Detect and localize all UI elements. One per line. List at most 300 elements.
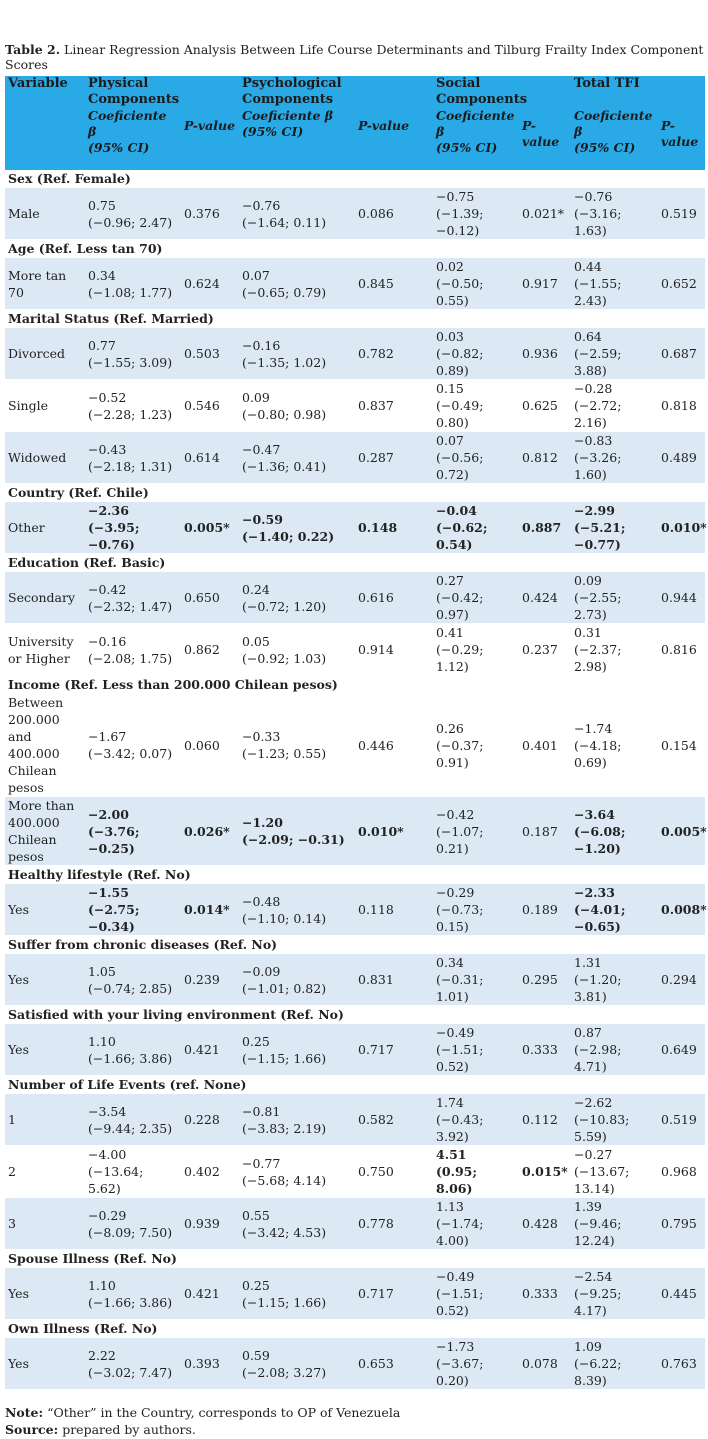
ci-value: (−1.66; 3.86): [88, 1050, 173, 1066]
coef-value: −2.54: [574, 1269, 613, 1284]
coef-value: 0.25: [242, 1033, 270, 1049]
pvalue-cell: 0.021*: [519, 188, 571, 240]
pvalue-cell: 0.446: [355, 694, 433, 797]
coef-value: −3.64: [574, 806, 615, 822]
ci-value: (−3.67; 0.20): [436, 1356, 484, 1388]
coef-value: 0.07: [242, 267, 270, 283]
coef-value: 0.24: [242, 581, 270, 597]
header-coef-label: Coeficiente β: [436, 108, 515, 139]
ci-value: (−2.75; −0.34): [88, 902, 140, 934]
ci-value: (−0.50; 0.55): [436, 276, 484, 308]
pvalue-cell: 0.503: [181, 328, 239, 380]
ci-value: (−3.95; −0.76): [88, 520, 140, 552]
table-body: [5, 170, 705, 1390]
coef-value: 1.09: [574, 1339, 602, 1354]
coef-value: 0.44: [574, 259, 602, 274]
ci-value: (−0.74; 2.85): [88, 980, 173, 996]
header-coef: [239, 108, 355, 170]
header-psychological: Psychological Components: [239, 76, 433, 108]
header-physical: Physical Components: [85, 76, 239, 108]
coef-value: 1.13: [436, 1199, 464, 1214]
coef-cell: [85, 797, 181, 866]
table-row: [5, 1338, 705, 1390]
pvalue-cell: 0.401: [519, 694, 571, 797]
coef-cell: [571, 797, 658, 866]
ci-value: (−6.08; −1.20): [574, 823, 626, 856]
header-coef-label: Coeficiente β: [574, 108, 653, 139]
coef-value: −0.76: [242, 197, 281, 213]
coef-cell: [433, 188, 519, 240]
coef-cell: [239, 572, 355, 624]
coef-cell: [571, 188, 658, 240]
regression-table: [5, 76, 705, 1390]
coef-value: −0.42: [436, 806, 475, 822]
pvalue-cell: 0.653: [355, 1338, 433, 1390]
row-label: Yes: [5, 954, 85, 1006]
pvalue-cell: 0.845: [355, 258, 433, 310]
pvalue-cell: 0.333: [519, 1024, 571, 1076]
caption-label: Table 2.: [5, 42, 61, 57]
ci-value: (−2.09; −0.31): [242, 832, 345, 847]
pvalue-cell: 0.428: [519, 1198, 571, 1250]
row-label: University or Higher: [5, 624, 85, 676]
coef-value: 0.87: [574, 1025, 602, 1040]
coef-cell: [239, 1094, 355, 1146]
coef-value: 0.64: [574, 329, 602, 344]
pvalue-cell: 0.887: [519, 502, 571, 554]
coef-value: −0.81: [242, 1103, 281, 1119]
row-label: Yes: [5, 1024, 85, 1076]
caption-text: Linear Regression Analysis Between Life Course Determinants and Tilburg Frailty Index Component Scores: [5, 42, 704, 72]
ci-value: (−1.55; 2.43): [574, 276, 622, 308]
pvalue-cell: 0.295: [519, 954, 571, 1006]
header-ci-label: (95% CI): [242, 124, 304, 139]
pvalue-cell: 0.968: [658, 1146, 705, 1198]
ci-value: (−3.83; 2.19): [242, 1120, 327, 1136]
row-label: Between 200.000 and 400.000 Chilean pesos: [5, 694, 85, 797]
coef-value: −0.49: [436, 1025, 475, 1040]
coef-cell: [433, 1198, 519, 1250]
ci-value: (−10.83; 5.59): [574, 1112, 630, 1144]
ci-value: (−3.26; 1.60): [574, 450, 622, 482]
coef-value: −0.77: [242, 1155, 281, 1171]
coef-value: −0.29: [88, 1207, 127, 1223]
coef-value: 0.34: [88, 267, 116, 283]
coef-value: 0.31: [574, 625, 602, 640]
coef-value: −0.52: [88, 389, 127, 405]
coef-cell: [85, 624, 181, 676]
coef-cell: [239, 502, 355, 554]
coef-cell: [433, 797, 519, 866]
group-title: Own Illness (Ref. No): [5, 1320, 705, 1338]
ci-value: (−1.51; 0.52): [436, 1042, 484, 1074]
header-social: Social Components: [433, 76, 571, 108]
coef-value: −0.59: [242, 511, 283, 527]
coef-cell: [571, 328, 658, 380]
coef-cell: [433, 328, 519, 380]
ci-value: (−0.43; 3.92): [436, 1112, 484, 1144]
pvalue-cell: 0.546: [181, 380, 239, 432]
ci-value: (−1.35; 1.02): [242, 354, 327, 370]
pvalue-cell: 0.917: [519, 258, 571, 310]
coef-cell: [85, 884, 181, 936]
pvalue-cell: 0.782: [355, 328, 433, 380]
coef-cell: [85, 258, 181, 310]
header-ci-label: (95% CI): [88, 140, 150, 155]
ci-value: (−2.37; 2.98): [574, 642, 622, 674]
coef-value: 0.25: [242, 1277, 270, 1293]
ci-value: (−3.42; 4.53): [242, 1224, 327, 1240]
coef-cell: [85, 1338, 181, 1390]
pvalue-cell: 0.014*: [181, 884, 239, 936]
pvalue-cell: 0.816: [658, 624, 705, 676]
table-caption: [5, 42, 705, 72]
ci-value: (−1.23; 0.55): [242, 746, 327, 761]
ci-value: (−0.29; 1.12): [436, 642, 484, 674]
group-title: Marital Status (Ref. Married): [5, 310, 705, 328]
table-row: [5, 1094, 705, 1146]
coef-value: −2.36: [88, 503, 129, 518]
ci-value: (−5.68; 4.14): [242, 1172, 327, 1188]
note-label: Note:: [5, 1405, 44, 1420]
pvalue-cell: 0.944: [658, 572, 705, 624]
table-row: [5, 1024, 705, 1076]
ci-value: (−1.20; 3.81): [574, 972, 622, 1004]
table-row: [5, 1268, 705, 1320]
ci-value: (−6.22; 8.39): [574, 1356, 622, 1388]
pvalue-cell: 0.795: [658, 1198, 705, 1250]
pvalue-cell: 0.005*: [658, 797, 705, 866]
coef-cell: [433, 502, 519, 554]
ci-value: (−4.18; 0.69): [574, 737, 622, 770]
ci-value: (−1.51; 0.52): [436, 1286, 484, 1318]
pvalue-cell: 0.914: [355, 624, 433, 676]
coef-value: 0.27: [436, 573, 464, 588]
coef-cell: [239, 694, 355, 797]
pvalue-cell: 0.616: [355, 572, 433, 624]
coef-value: −2.62: [574, 1095, 613, 1110]
pvalue-cell: 0.402: [181, 1146, 239, 1198]
row-label: Widowed: [5, 432, 85, 484]
pvalue-cell: 0.862: [181, 624, 239, 676]
ci-value: (−5.21; −0.77): [574, 520, 626, 552]
coef-cell: [571, 1338, 658, 1390]
ci-value: (−3.76; −0.25): [88, 823, 140, 856]
coef-value: −4.00: [88, 1147, 127, 1162]
pvalue-cell: 0.078: [519, 1338, 571, 1390]
coef-value: −0.27: [574, 1147, 613, 1162]
ci-value: (−0.31; 1.01): [436, 972, 484, 1004]
pvalue-cell: 0.154: [658, 694, 705, 797]
coef-cell: [433, 624, 519, 676]
ci-value: (−0.96; 2.47): [88, 214, 173, 230]
table-row: [5, 624, 705, 676]
ci-value: (−0.82; 0.89): [436, 346, 484, 378]
coef-cell: [433, 1146, 519, 1198]
coef-cell: [239, 884, 355, 936]
table-row: [5, 572, 705, 624]
pvalue-cell: 0.649: [658, 1024, 705, 1076]
pvalue-cell: 0.187: [519, 797, 571, 866]
table-row: [5, 328, 705, 380]
coef-value: −3.54: [88, 1103, 127, 1119]
ci-value: (−2.98; 4.71): [574, 1042, 622, 1074]
row-label: Yes: [5, 884, 85, 936]
row-label: More than 400.000 Chilean pesos: [5, 797, 85, 866]
table-note: [5, 1404, 400, 1438]
coef-cell: [239, 1198, 355, 1250]
pvalue-cell: 0.118: [355, 884, 433, 936]
coef-cell: [433, 258, 519, 310]
coef-cell: [571, 1024, 658, 1076]
coef-value: −0.49: [436, 1269, 475, 1284]
table-row: [5, 432, 705, 484]
ci-value: (−9.46; 12.24): [574, 1216, 622, 1248]
pvalue-cell: 0.936: [519, 328, 571, 380]
pvalue-cell: 0.687: [658, 328, 705, 380]
coef-cell: [85, 328, 181, 380]
pvalue-cell: 0.717: [355, 1024, 433, 1076]
coef-cell: [239, 1146, 355, 1198]
coef-value: −0.47: [242, 441, 281, 457]
table-row: [5, 188, 705, 240]
coef-cell: [571, 624, 658, 676]
coef-value: −0.42: [88, 581, 127, 597]
coef-value: 1.39: [574, 1199, 602, 1214]
coef-cell: [85, 502, 181, 554]
coef-value: −2.33: [574, 885, 615, 900]
ci-value: (−13.64; 5.62): [88, 1164, 144, 1196]
header-ci-label: (95% CI): [574, 140, 636, 155]
coef-cell: [433, 1338, 519, 1390]
header-coef: [433, 108, 519, 170]
header-coef: [571, 108, 658, 170]
ci-value: (−0.80; 0.98): [242, 406, 327, 422]
coef-value: −0.48: [242, 893, 281, 909]
ci-value: (−1.10; 0.14): [242, 910, 327, 926]
coef-cell: [433, 1268, 519, 1320]
row-label: Divorced: [5, 328, 85, 380]
pvalue-cell: 0.294: [658, 954, 705, 1006]
table-row: [5, 694, 705, 797]
table-row: [5, 1198, 705, 1250]
coef-value: 0.02: [436, 259, 464, 274]
pvalue-cell: 0.086: [355, 188, 433, 240]
coef-cell: [571, 380, 658, 432]
pvalue-cell: 0.812: [519, 432, 571, 484]
ci-value: (−0.65; 0.79): [242, 284, 327, 300]
row-label: 2: [5, 1146, 85, 1198]
pvalue-cell: 0.008*: [658, 884, 705, 936]
ci-value: (−3.02; 7.47): [88, 1364, 173, 1380]
pvalue-cell: 0.376: [181, 188, 239, 240]
table-row: [5, 884, 705, 936]
ci-value: (−4.01; −0.65): [574, 902, 626, 934]
row-label: Secondary: [5, 572, 85, 624]
coef-cell: [85, 1268, 181, 1320]
pvalue-cell: 0.763: [658, 1338, 705, 1390]
pvalue-cell: 0.519: [658, 188, 705, 240]
pvalue-cell: 0.939: [181, 1198, 239, 1250]
row-label: Male: [5, 188, 85, 240]
ci-value: (−2.08; 3.27): [242, 1364, 327, 1380]
group-title: Satisfied with your living environment (Ref. No): [5, 1006, 705, 1024]
coef-value: 0.77: [88, 337, 116, 353]
ci-value: (−0.73; 0.15): [436, 902, 484, 934]
pvalue-cell: 0.778: [355, 1198, 433, 1250]
ci-value: (−2.55; 2.73): [574, 590, 622, 622]
coef-value: 1.10: [88, 1033, 116, 1049]
coef-value: −0.04: [436, 503, 477, 518]
ci-value: (−3.42; 0.07): [88, 746, 173, 761]
coef-cell: [433, 954, 519, 1006]
header-coef-label: Coeficiente β: [88, 108, 167, 139]
pvalue-cell: 0.750: [355, 1146, 433, 1198]
ci-value: (−1.08; 1.77): [88, 284, 173, 300]
coef-cell: [571, 258, 658, 310]
pvalue-cell: 0.625: [519, 380, 571, 432]
coef-value: −0.16: [242, 337, 281, 353]
pvalue-cell: 0.424: [519, 572, 571, 624]
coef-value: −0.75: [436, 189, 475, 204]
coef-value: −0.83: [574, 433, 613, 448]
header-pvalue: P-value: [658, 108, 705, 170]
coef-cell: [85, 1198, 181, 1250]
ci-value: (−0.49; 0.80): [436, 398, 484, 430]
header-pvalue: P-value: [181, 108, 239, 170]
coef-value: 2.22: [88, 1347, 116, 1363]
pvalue-cell: 0.010*: [658, 502, 705, 554]
coef-value: −0.76: [574, 189, 613, 204]
group-title: Suffer from chronic diseases (Ref. No): [5, 936, 705, 954]
coef-value: 0.55: [242, 1207, 270, 1223]
pvalue-cell: 0.818: [658, 380, 705, 432]
coef-cell: [433, 1024, 519, 1076]
coef-value: 0.34: [436, 955, 464, 970]
ci-value: (−9.44; 2.35): [88, 1120, 173, 1136]
ci-value: (−2.28; 1.23): [88, 406, 173, 422]
coef-cell: [571, 1198, 658, 1250]
coef-value: −0.33: [242, 729, 281, 744]
pvalue-cell: 0.624: [181, 258, 239, 310]
pvalue-cell: 0.614: [181, 432, 239, 484]
group-title: Country (Ref. Chile): [5, 484, 705, 502]
coef-value: −2.99: [574, 503, 615, 518]
group-title: Sex (Ref. Female): [5, 170, 705, 188]
coef-cell: [85, 572, 181, 624]
ci-value: (−1.15; 1.66): [242, 1050, 327, 1066]
pvalue-cell: 0.837: [355, 380, 433, 432]
pvalue-cell: 0.239: [181, 954, 239, 1006]
coef-cell: [239, 380, 355, 432]
pvalue-cell: 0.582: [355, 1094, 433, 1146]
ci-value: (−0.62; 0.54): [436, 520, 488, 552]
coef-cell: [85, 1024, 181, 1076]
pvalue-cell: 0.189: [519, 884, 571, 936]
coef-cell: [85, 1094, 181, 1146]
coef-cell: [433, 432, 519, 484]
row-label: 3: [5, 1198, 85, 1250]
coef-cell: [433, 884, 519, 936]
ci-value: (−2.32; 1.47): [88, 598, 173, 614]
table-row: [5, 1146, 705, 1198]
pvalue-cell: 0.652: [658, 258, 705, 310]
pvalue-cell: 0.287: [355, 432, 433, 484]
ci-value: (−8.09; 7.50): [88, 1224, 173, 1240]
pvalue-cell: 0.333: [519, 1268, 571, 1320]
coef-value: −0.28: [574, 381, 613, 396]
ci-value: (−1.07; 0.21): [436, 823, 484, 856]
row-label: 1: [5, 1094, 85, 1146]
ci-value: (−0.56; 0.72): [436, 450, 484, 482]
pvalue-cell: 0.393: [181, 1338, 239, 1390]
row-label: Single: [5, 380, 85, 432]
ci-value: (−3.16; 1.63): [574, 206, 622, 238]
pvalue-cell: 0.112: [519, 1094, 571, 1146]
coef-value: 1.31: [574, 955, 602, 970]
pvalue-cell: 0.445: [658, 1268, 705, 1320]
pvalue-cell: 0.148: [355, 502, 433, 554]
coef-value: −1.74: [574, 720, 613, 736]
coef-cell: [239, 432, 355, 484]
header-pvalue: P-value: [519, 108, 571, 170]
table-row: [5, 797, 705, 866]
table-row: [5, 258, 705, 310]
coef-cell: [85, 432, 181, 484]
table-row: [5, 502, 705, 554]
group-title: Income (Ref. Less than 200.000 Chilean pesos): [5, 676, 705, 694]
ci-value: (−1.74; 4.00): [436, 1216, 484, 1248]
coef-cell: [239, 1268, 355, 1320]
coef-value: 0.15: [436, 381, 464, 396]
group-title: Age (Ref. Less tan 70): [5, 240, 705, 258]
ci-value: (−1.39; −0.12): [436, 206, 484, 238]
header-ci-label: (95% CI): [436, 140, 498, 155]
source-label: Source:: [5, 1422, 59, 1437]
coef-cell: [571, 954, 658, 1006]
ci-value: (−1.36; 0.41): [242, 458, 327, 474]
note-text: “Other” in the Country, corresponds to OP of Venezuela: [43, 1405, 401, 1420]
coef-cell: [571, 694, 658, 797]
coef-value: 1.05: [88, 963, 116, 979]
ci-value: (−1.66; 3.86): [88, 1294, 173, 1310]
coef-value: −0.09: [242, 963, 281, 979]
header-variable: Variable: [5, 76, 85, 170]
coef-value: 0.09: [242, 389, 270, 405]
coef-value: 0.05: [242, 633, 270, 649]
coef-value: 1.74: [436, 1095, 464, 1110]
coef-cell: [239, 188, 355, 240]
coef-cell: [85, 1146, 181, 1198]
ci-value: (−0.92; 1.03): [242, 650, 327, 666]
pvalue-cell: 0.421: [181, 1268, 239, 1320]
pvalue-cell: 0.650: [181, 572, 239, 624]
source-text: prepared by authors.: [58, 1422, 196, 1437]
ci-value: (−2.08; 1.75): [88, 650, 173, 666]
coef-value: −0.29: [436, 885, 475, 900]
coef-value: 0.07: [436, 433, 464, 448]
pvalue-cell: 0.060: [181, 694, 239, 797]
coef-value: −1.73: [436, 1339, 475, 1354]
coef-value: 4.51: [436, 1147, 467, 1162]
coef-value: 1.10: [88, 1277, 116, 1293]
coef-cell: [85, 380, 181, 432]
coef-value: −1.20: [242, 815, 283, 830]
coef-value: −1.67: [88, 729, 127, 744]
coef-value: −2.00: [88, 806, 129, 822]
coef-cell: [239, 1338, 355, 1390]
coef-cell: [571, 1146, 658, 1198]
